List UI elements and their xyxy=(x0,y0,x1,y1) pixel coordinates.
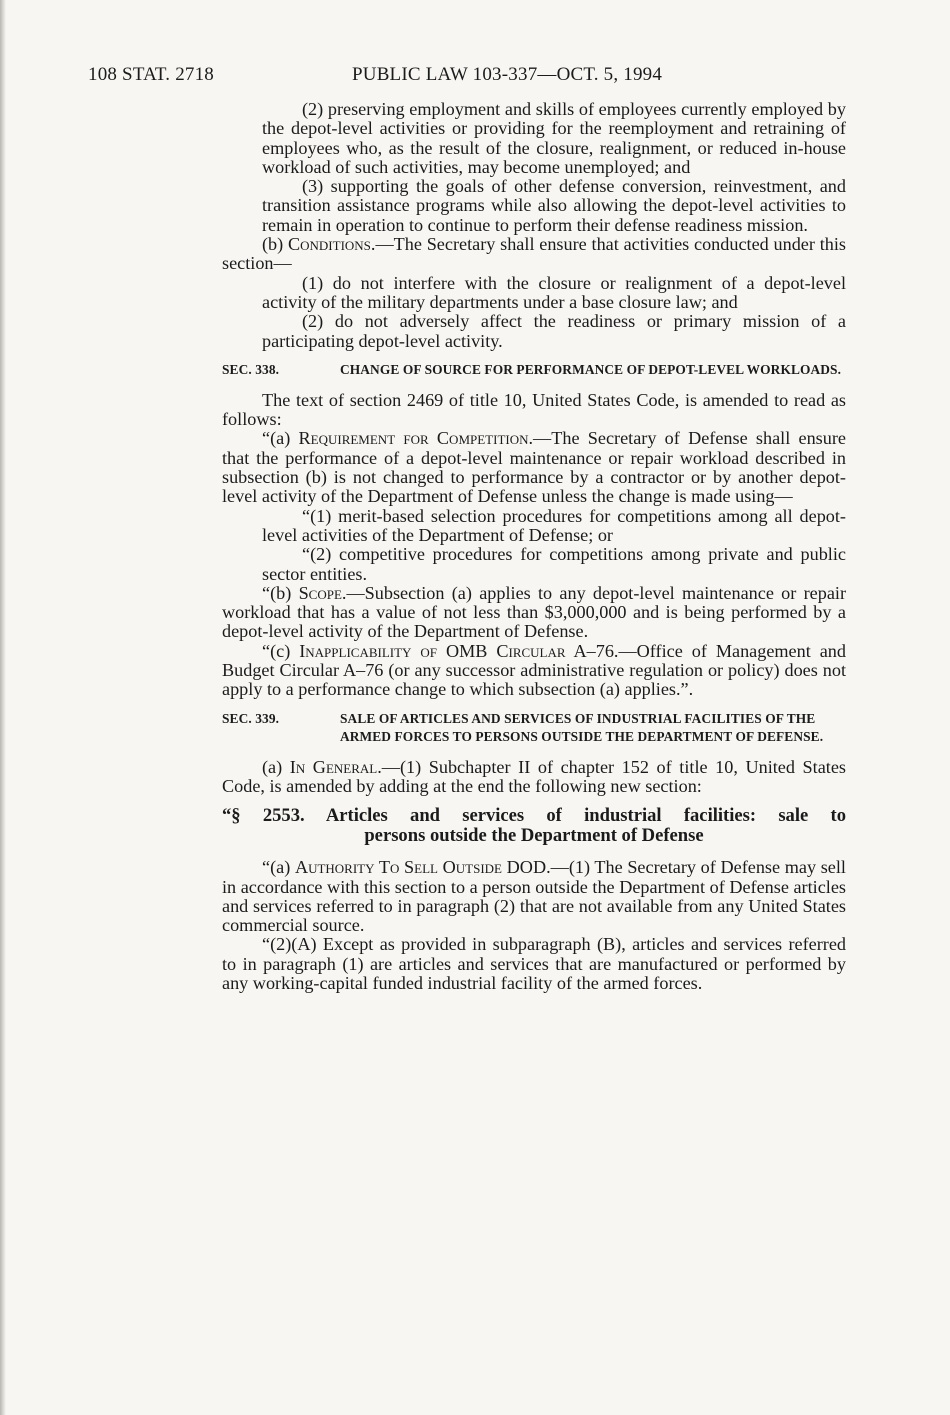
paragraph: “(c) Inapplicability of OMB Circular A–76.—Office of Management and Budget Circular A–76 (or any successor administrative regulation or policy) does not apply to a performance change to which subsection (a) applies.”. xyxy=(222,640,846,700)
document-body xyxy=(222,100,846,993)
page-edge xyxy=(0,0,6,1415)
subsection-heading: Authority To Sell Outside DOD xyxy=(294,857,547,878)
paragraph: (2) preserving employment and skills of employees currently employed by the depot-level activities or providing for the reemployment and retraining of employees who, as the result of the closure, realignment, or reduced in-house workload of such activities, may become unemployed; and xyxy=(262,99,846,177)
section-2553-title: “§ 2553. Articles and services of industrial facilities: sale to persons outside the Department of Defense xyxy=(222,805,846,847)
section-heading-338: SEC. 338. CHANGE OF SOURCE FOR PERFORMANCE OF DEPOT-LEVEL WORKLOADS. xyxy=(222,361,842,377)
section-heading-339: SEC. 339. SALE OF ARTICLES AND SERVICES OF INDUSTRIAL FACILITIES OF THE ARMED FORCES TO PERSONS OUTSIDE THE DEPARTMENT OF DEFENSE. xyxy=(222,710,824,744)
paragraph: The text of section 2469 of title 10, United States Code, is amended to read as follows: xyxy=(222,389,846,430)
paragraph: “(2) competitive procedures for competitions among private and public sector entities. xyxy=(262,544,846,584)
statute-page-number: 108 STAT. 2718 xyxy=(88,64,215,85)
paragraph: “(a) Requirement for Competition.—The Secretary of Defense shall ensure that the performance of a depot-level maintenance or repair workload described in subsection (b) is not changed to performance by a contractor or by another depot-level activity of the Department of Defense unless the change is made using— xyxy=(222,428,846,507)
subsection-heading: Inapplicability of OMB Circular A–76 xyxy=(299,640,614,661)
paragraph: (b) Conditions.—The Secretary shall ensure that activities conducted under this section— xyxy=(222,234,846,274)
paragraph: “(2)(A) Except as provided in subparagraph (B), articles and services referred to in paragraph (1) are articles and services that are manufactured or performed by any working-capital funded industrial facility of the armed forces. xyxy=(222,934,846,993)
subsection-heading: Conditions xyxy=(288,234,371,255)
subsection-heading: Scope xyxy=(298,582,342,603)
subsection-heading: Requirement for Competition xyxy=(298,428,529,449)
paragraph: “(a) Authority To Sell Outside DOD.—(1) The Secretary of Defense may sell in accordance with this section to a person outside the Department of Defense articles and services referred to in paragraph (2) that are not available from any United States commercial source. xyxy=(222,857,846,936)
paragraph: (3) supporting the goals of other defense conversion, reinvestment, and transition assistance programs while also allowing the depot-level activities to remain in operation to continue to perform their defense readiness mission. xyxy=(262,176,846,235)
paragraph: (2) do not adversely affect the readiness or primary mission of a participating depot-level activity. xyxy=(262,311,846,351)
paragraph: “(b) Scope.—Subsection (a) applies to any depot-level maintenance or repair workload that has a value of not less than $3,000,000 and is being performed by a depot-level activity of the Department of Defense. xyxy=(222,582,846,642)
subsection-heading: In General xyxy=(289,756,378,777)
paragraph: (a) In General.—(1) Subchapter II of chapter 152 of title 10, United States Code, is amended by adding at the end the following new section: xyxy=(222,756,846,796)
paragraph: (1) do not interfere with the closure or realignment of a depot-level activity of the military departments under a base closure law; and xyxy=(262,272,846,312)
public-law-citation: PUBLIC LAW 103-337—OCT. 5, 1994 xyxy=(352,64,663,85)
paragraph: “(1) merit-based selection procedures for competitions among all depot-level activities of the Department of Defense; or xyxy=(262,505,846,545)
